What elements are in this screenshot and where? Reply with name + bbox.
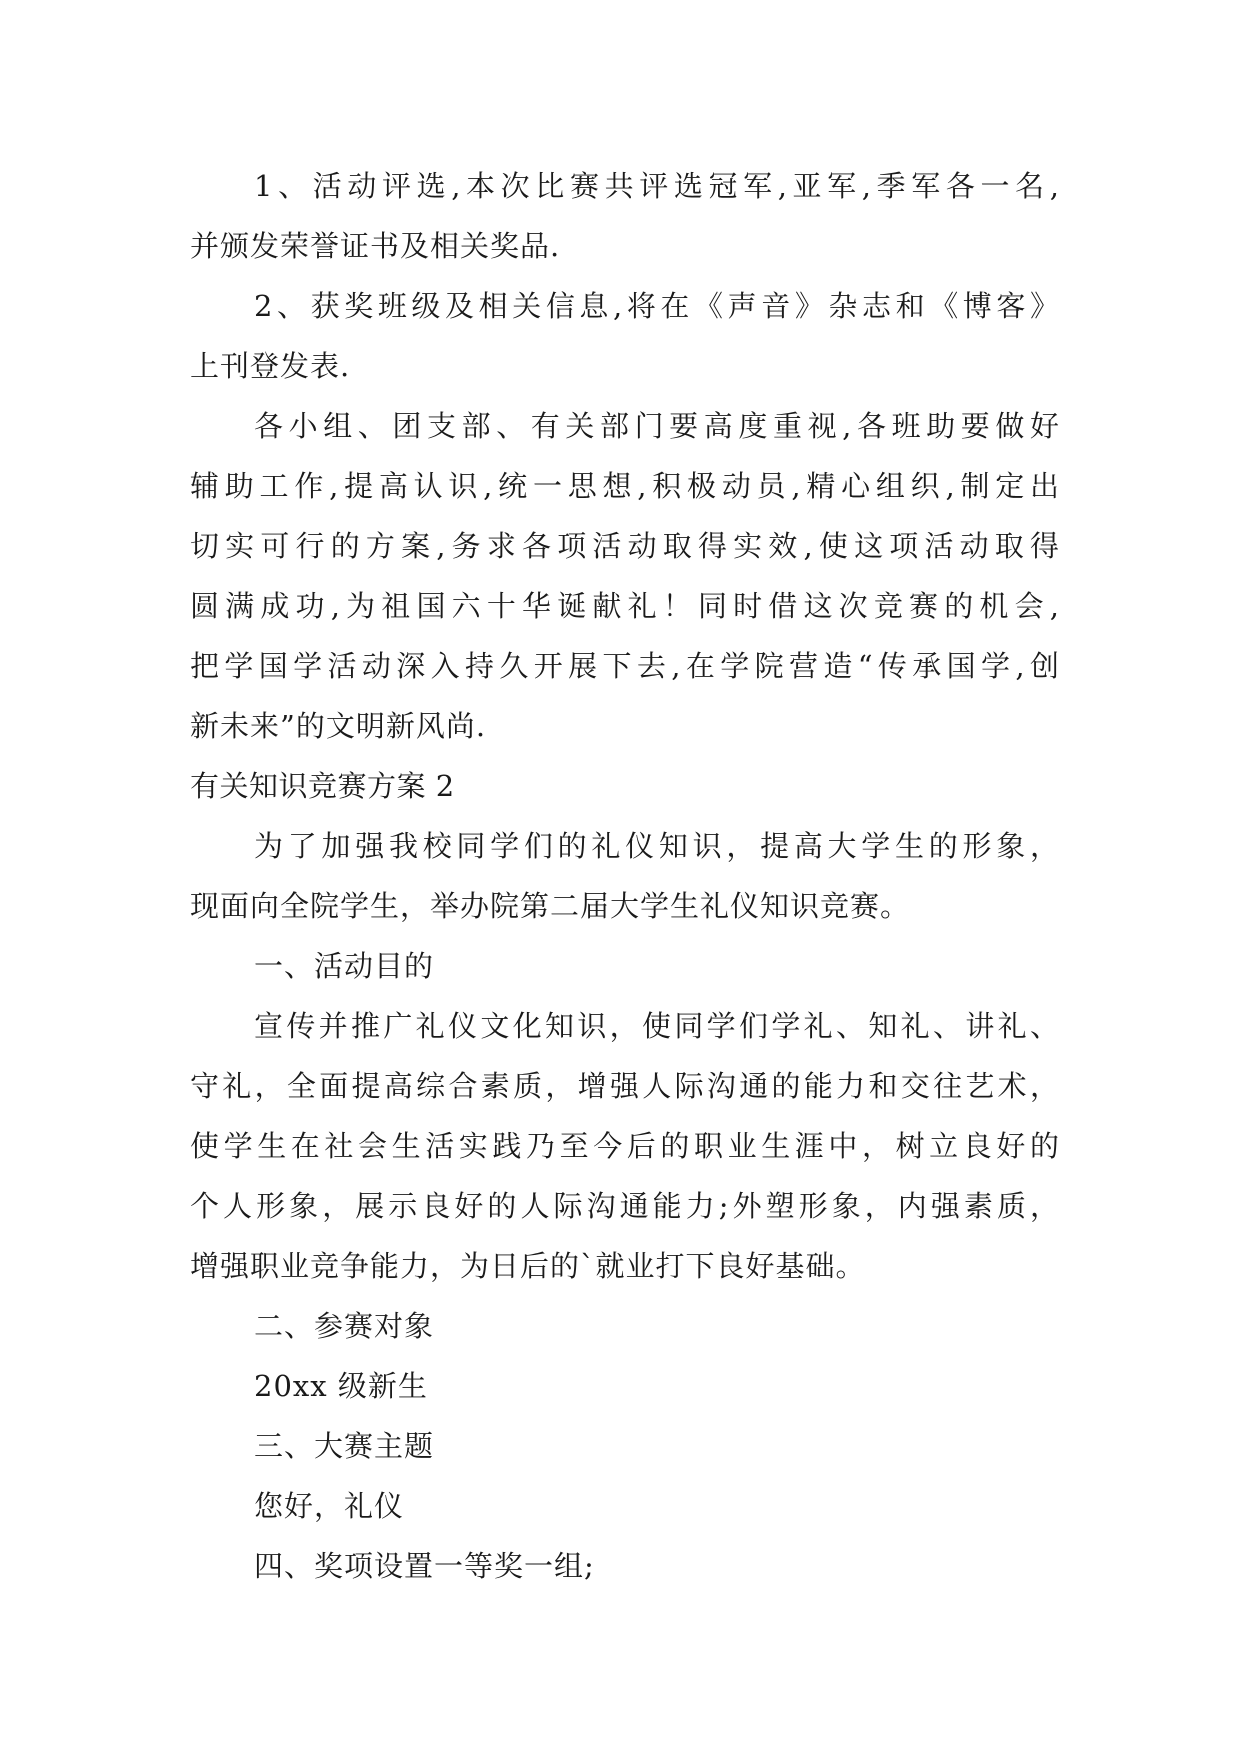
- paragraph-line: 并颁发荣誉证书及相关奖品.: [190, 229, 561, 263]
- paragraph-line: 守礼，全面提高综合素质，增强人际沟通的能力和交往艺术，: [190, 1069, 1060, 1103]
- paragraph-line: 各小组、团支部、有关部门要高度重视,各班助要做好: [254, 409, 1060, 443]
- paragraph-line: 辅助工作,提高认识,统一思想,积极动员,精心组织,制定出: [190, 469, 1060, 503]
- paragraph-line: 圆满成功,为祖国六十华诞献礼！同时借这次竞赛的机会,: [190, 589, 1060, 623]
- document-body: [190, 156, 1060, 1596]
- paragraph-line: 增强职业竞争能力，为日后的`就业打下良好基础。: [190, 1249, 866, 1283]
- section-heading: 二、参赛对象: [254, 1309, 435, 1343]
- paragraph-line: 您好，礼仪: [254, 1489, 405, 1523]
- section-heading: 四、奖项设置一等奖一组;: [254, 1549, 595, 1583]
- section-heading: 三、大赛主题: [254, 1429, 435, 1463]
- paragraph-line: 2、获奖班级及相关信息,将在《声音》杂志和《博客》: [254, 289, 1060, 323]
- paragraph-line: 新未来”的文明新风尚.: [190, 709, 487, 743]
- paragraph-line: 使学生在社会生活实践乃至今后的职业生涯中，树立良好的: [190, 1129, 1060, 1163]
- paragraph-line: 为了加强我校同学们的礼仪知识，提高大学生的形象，: [254, 829, 1060, 863]
- paragraph-line: 宣传并推广礼仪文化知识，使同学们学礼、知礼、讲礼、: [254, 1009, 1060, 1043]
- paragraph-line: 上刊登发表.: [190, 349, 351, 383]
- section-heading: 一、活动目的: [254, 949, 435, 983]
- paragraph-line: 1、活动评选,本次比赛共评选冠军,亚军,季军各一名,: [254, 169, 1060, 203]
- paragraph-line: 个人形象，展示良好的人际沟通能力;外塑形象，内强素质，: [190, 1189, 1060, 1223]
- paragraph-line: 切实可行的方案,务求各项活动取得实效,使这项活动取得: [190, 529, 1060, 563]
- paragraph-line: 20xx 级新生: [254, 1369, 428, 1403]
- section-title: 有关知识竞赛方案 2: [190, 769, 455, 803]
- paragraph-line: 现面向全院学生，举办院第二届大学生礼仪知识竞赛。: [190, 889, 911, 923]
- paragraph-line: 把学国学活动深入持久开展下去,在学院营造“传承国学,创: [190, 649, 1060, 683]
